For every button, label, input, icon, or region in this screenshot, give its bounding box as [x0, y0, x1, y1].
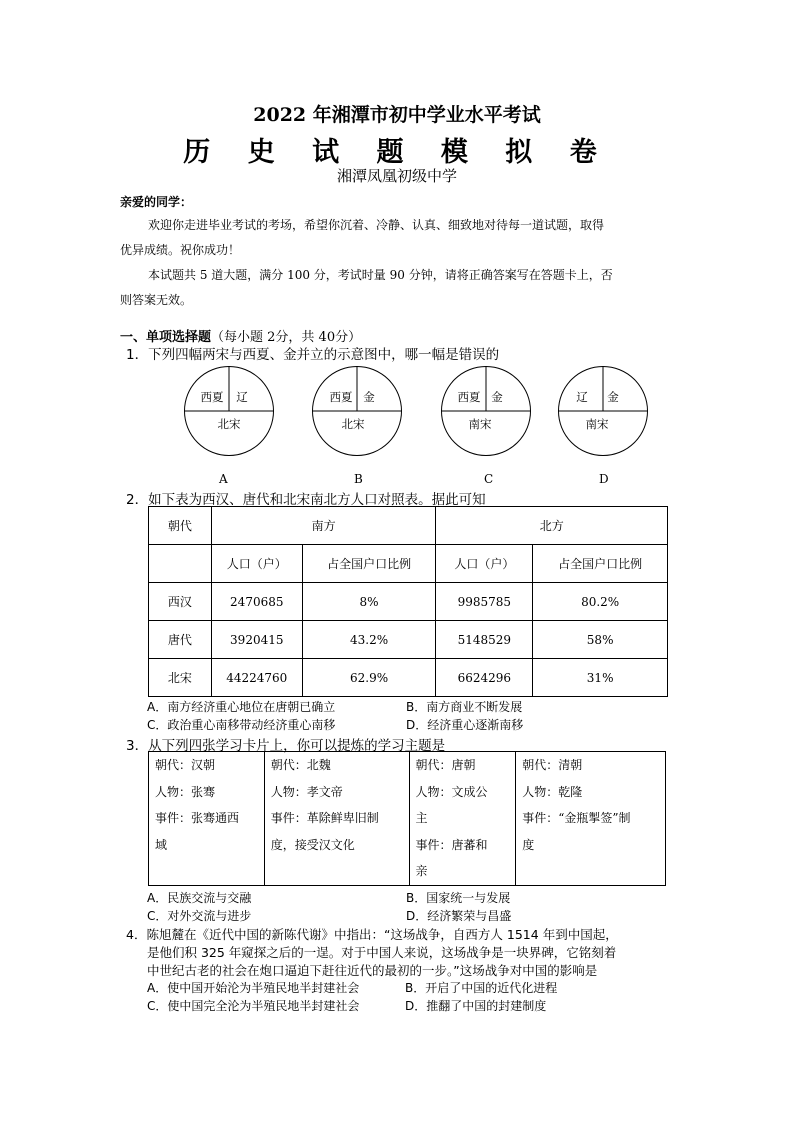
table-header-south: 南方 — [211, 507, 436, 545]
table-cell-north-ratio: 58% — [533, 621, 668, 659]
card-line: 亲 — [415, 864, 428, 878]
card-line: 事件：“金瓶掣签”制 — [522, 811, 631, 825]
table-subheader-south-pop: 人口（户） — [211, 545, 302, 583]
card-line: 事件：唐蕃和 — [415, 837, 488, 852]
q1-diagram-b-svg — [311, 365, 403, 457]
q2-option-d: D．经济重心逐渐南移 — [406, 718, 524, 732]
intro-para2-line1: 本试题共 5 道大题，满分 100 分，考试时量 90 分钟，请将正确答案写在答题卡上，否 — [148, 268, 613, 282]
table-cell-south-pop: 2470685 — [211, 583, 302, 621]
diagram-bottom-label: 南宋 — [468, 417, 492, 431]
q4-option-b: B．开启了中国的近代化进程 — [405, 981, 558, 995]
q1-diagram-c-svg — [440, 365, 532, 457]
q2-option-a: A．南方经济重心地位在唐朝已确立 — [147, 700, 336, 714]
card-line: 主 — [415, 811, 428, 825]
table-cell-north-pop: 6624296 — [436, 659, 533, 697]
intro-para1-line1: 欢迎你走进毕业考试的考场，希望你沉着、冷静、认真、细致地对待每一道试题，取得 — [148, 218, 605, 232]
table-cell-south-ratio: 8% — [302, 583, 436, 621]
q1-label-c: C — [484, 472, 494, 486]
table-cell-dynasty: 北宋 — [149, 659, 212, 697]
paper-subtitle: 历 史 试 题 模 拟 卷 — [183, 137, 611, 168]
exam-title: 2022 年湘潭市初中学业水平考试 — [253, 104, 541, 126]
q3-option-c: C．对外交流与进步 — [147, 909, 252, 923]
card-line: 域 — [155, 837, 168, 852]
table-subheader-south-ratio: 占全国户口比例 — [302, 545, 436, 583]
card-line: 事件：张骞通西 — [155, 811, 240, 825]
table-subheader-north-ratio: 占全国户口比例 — [533, 545, 668, 583]
q4-stem-line2: 是他们积 325 年窥探之后的一逞。对于中国人来说，这场战争是一块界碑，它铭刻着 — [147, 945, 617, 960]
table-subheader-row — [149, 545, 668, 583]
card-line: 人物：孝文帝 — [270, 784, 343, 799]
diagram-left-label: 辽 — [576, 390, 588, 404]
table-cell-north-pop: 9985785 — [436, 583, 533, 621]
table-subheader-north-pop: 人口（户） — [436, 545, 533, 583]
diagram-left-label: 西夏 — [457, 390, 481, 404]
card-line: 朝代：清朝 — [522, 758, 583, 772]
diagram-right-label: 金 — [607, 390, 619, 404]
table-row — [149, 659, 668, 697]
table-cell-south-pop: 3920415 — [211, 621, 302, 659]
table-cell-dynasty: 西汉 — [149, 583, 212, 621]
card-line: 人物：张骞 — [155, 784, 216, 799]
q1-label-a: A — [219, 472, 228, 486]
table-cell-south-ratio: 43.2% — [302, 621, 436, 659]
q1-label-b: B — [354, 472, 363, 486]
greeting: 亲爱的同学： — [120, 195, 193, 209]
card-line: 度 — [522, 837, 535, 852]
intro-para2-line2: 则答案无效。 — [120, 293, 193, 307]
card-line: 朝代：北魏 — [270, 758, 331, 772]
q3-option-b: B．国家统一与发展 — [406, 891, 511, 905]
study-card-tang — [409, 752, 516, 886]
q1-diagram-a — [183, 365, 275, 457]
section1-heading-bold: 一、单项选择题 — [120, 330, 212, 345]
card-line: 人物：乾隆 — [522, 784, 583, 799]
diagram-left-label: 西夏 — [200, 390, 224, 404]
diagram-bottom-label: 南宋 — [585, 417, 609, 431]
table-cell-north-ratio: 31% — [533, 659, 668, 697]
diagram-right-label: 金 — [363, 390, 375, 404]
q4-stem-line1: 4．陈旭麓在《近代中国的新陈代谢》中指出：“这场战争，自西方人 1514 年到中国起， — [126, 927, 618, 942]
q1-diagram-a-svg — [183, 365, 275, 457]
study-card-qing — [516, 752, 666, 886]
table-cell-north-ratio: 80.2% — [533, 583, 668, 621]
q3-study-cards — [148, 751, 666, 886]
q1-diagram-d — [557, 365, 649, 457]
q4-option-c: C．使中国完全沦为半殖民地半封建社会 — [147, 999, 360, 1013]
table-cell-south-ratio: 62.9% — [302, 659, 436, 697]
study-card-han — [149, 752, 265, 886]
table-cell-north-pop: 5148529 — [436, 621, 533, 659]
q4-stem-line3: 中世纪古老的社会在炮口逼迫下赶往近代的最初的一步。”这场战争对中国的影响是 — [147, 963, 598, 978]
q1-diagram-c — [440, 365, 532, 457]
q2-population-table — [148, 506, 668, 697]
q2-option-b: B．南方商业不断发展 — [406, 700, 523, 714]
card-line: 度，接受汉文化 — [270, 837, 355, 852]
q2-option-c: C．政治重心南移带动经济重心南移 — [147, 718, 336, 732]
q1-stem: 1．下列四幅两宋与西夏、金并立的示意图中，哪一幅是错误的 — [126, 347, 500, 363]
table-cell-south-pop: 44224760 — [211, 659, 302, 697]
table-header-dynasty: 朝代 — [149, 507, 212, 545]
q4-option-a: A．使中国开始沦为半殖民地半封建社会 — [147, 981, 360, 995]
card-line: 朝代：汉朝 — [155, 758, 216, 772]
card-line: 朝代：唐朝 — [415, 758, 476, 772]
card-line: 事件：革除鲜卑旧制 — [270, 811, 379, 825]
q3-option-d: D．经济繁荣与昌盛 — [406, 909, 512, 923]
diagram-bottom-label: 北宋 — [341, 417, 365, 431]
q1-diagram-d-svg — [557, 365, 649, 457]
diagram-right-label: 金 — [491, 390, 503, 404]
card-line: 人物：文成公 — [415, 784, 488, 799]
table-header-north: 北方 — [436, 507, 668, 545]
intro-para1-line2: 优异成绩。祝你成功！ — [120, 243, 241, 257]
table-subheader-empty — [149, 545, 212, 583]
q1-diagram-b — [311, 365, 403, 457]
q3-option-a: A．民族交流与交融 — [147, 891, 252, 905]
diagram-bottom-label: 北宋 — [217, 417, 241, 431]
diagram-left-label: 西夏 — [329, 390, 353, 404]
table-row — [149, 621, 668, 659]
q1-label-d: D — [599, 472, 609, 486]
study-card-beiwei — [264, 752, 409, 886]
section1-heading-rest: （每小题 2分，共 40分） — [211, 330, 362, 345]
q4-option-d: D．推翻了中国的封建制度 — [405, 999, 547, 1013]
diagram-right-label: 辽 — [236, 390, 248, 404]
school-name: 湘潭凤凰初级中学 — [336, 167, 457, 185]
table-cell-dynasty: 唐代 — [149, 621, 212, 659]
q3-stem: 3．从下列四张学习卡片上，你可以提炼的学习主题是 — [126, 738, 446, 754]
table-header-row — [149, 507, 668, 545]
q2-stem: 2．如下表为西汉、唐代和北宋南北方人口对照表。据此可知 — [126, 492, 486, 508]
table-row — [149, 583, 668, 621]
